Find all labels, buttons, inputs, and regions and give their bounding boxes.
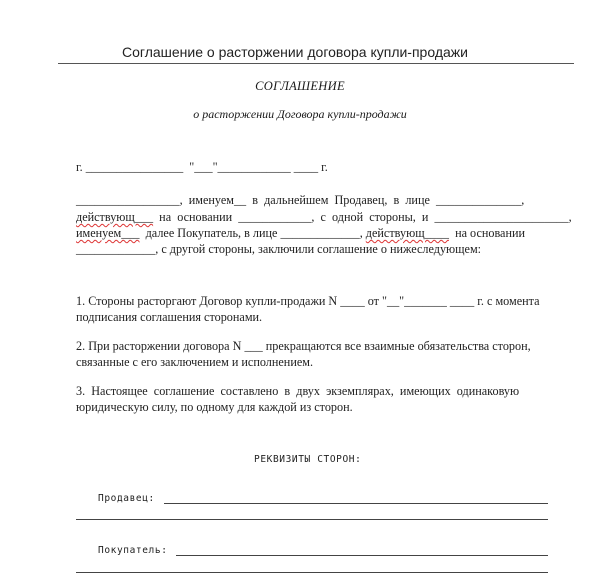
document-heading: СОГЛАШЕНИЕ — [255, 79, 345, 93]
seller-second-line — [76, 519, 548, 520]
place-date-line: г. ________________ "___"____________ ____ г. — [76, 160, 328, 174]
clause-1-line-1: 1. Стороны расторгают Договор купли-продажи N ____ от "__"_______ ____ г. с момента — [76, 294, 540, 308]
clause-2-line-2: связанные с его заключением и исполнением. — [76, 355, 314, 369]
requisites-title: РЕКВИЗИТЫ СТОРОН: — [254, 454, 362, 465]
page-title: Соглашение о расторжении договора купли-продажи — [122, 44, 468, 60]
clause-3-line-2: юридическую силу, по одному для каждой из сторон. — [76, 400, 353, 414]
buyer-label: Покупатель: — [98, 545, 168, 556]
clause-2-line-1: 2. При расторжении договора N ___ прекращаются все взаимные обязательства сторон, — [76, 339, 531, 353]
intro-line-3-mid: далее Покупатель, в лице _____________, — [139, 226, 363, 240]
clause-1-line-2: подписания соглашения сторонами. — [76, 310, 263, 324]
buyer-second-line — [76, 572, 548, 573]
clause-3-line-1: 3. Настоящее соглашение составлено в двух экземплярах, имеющих одинаковую — [76, 384, 520, 398]
intro-line-2 — [76, 210, 572, 225]
intro-line-3-word-a: именуем___ — [76, 226, 140, 240]
intro-line-1: _________________, именуем__ в дальнейшем Продавец, в лице ______________, — [76, 193, 525, 207]
buyer-signature-line — [176, 555, 548, 556]
seller-label: Продавец: — [98, 493, 155, 504]
intro-line-3-end: на основании — [448, 226, 526, 240]
intro-line-3-word-b: действующ____ — [365, 226, 449, 240]
intro-line-4: _____________, с другой стороны, заключили соглашение о нижеследующем: — [76, 242, 482, 256]
seller-signature-line — [164, 503, 548, 504]
header-divider — [58, 63, 574, 64]
intro-line-2-word: действующ___ — [76, 210, 154, 224]
intro-line-3 — [76, 226, 525, 241]
document-subheading: о расторжении Договора купли-продажи — [193, 107, 407, 121]
intro-line-2-rest: на основании ____________, с одной стороны, и ______________________, — [153, 210, 572, 224]
